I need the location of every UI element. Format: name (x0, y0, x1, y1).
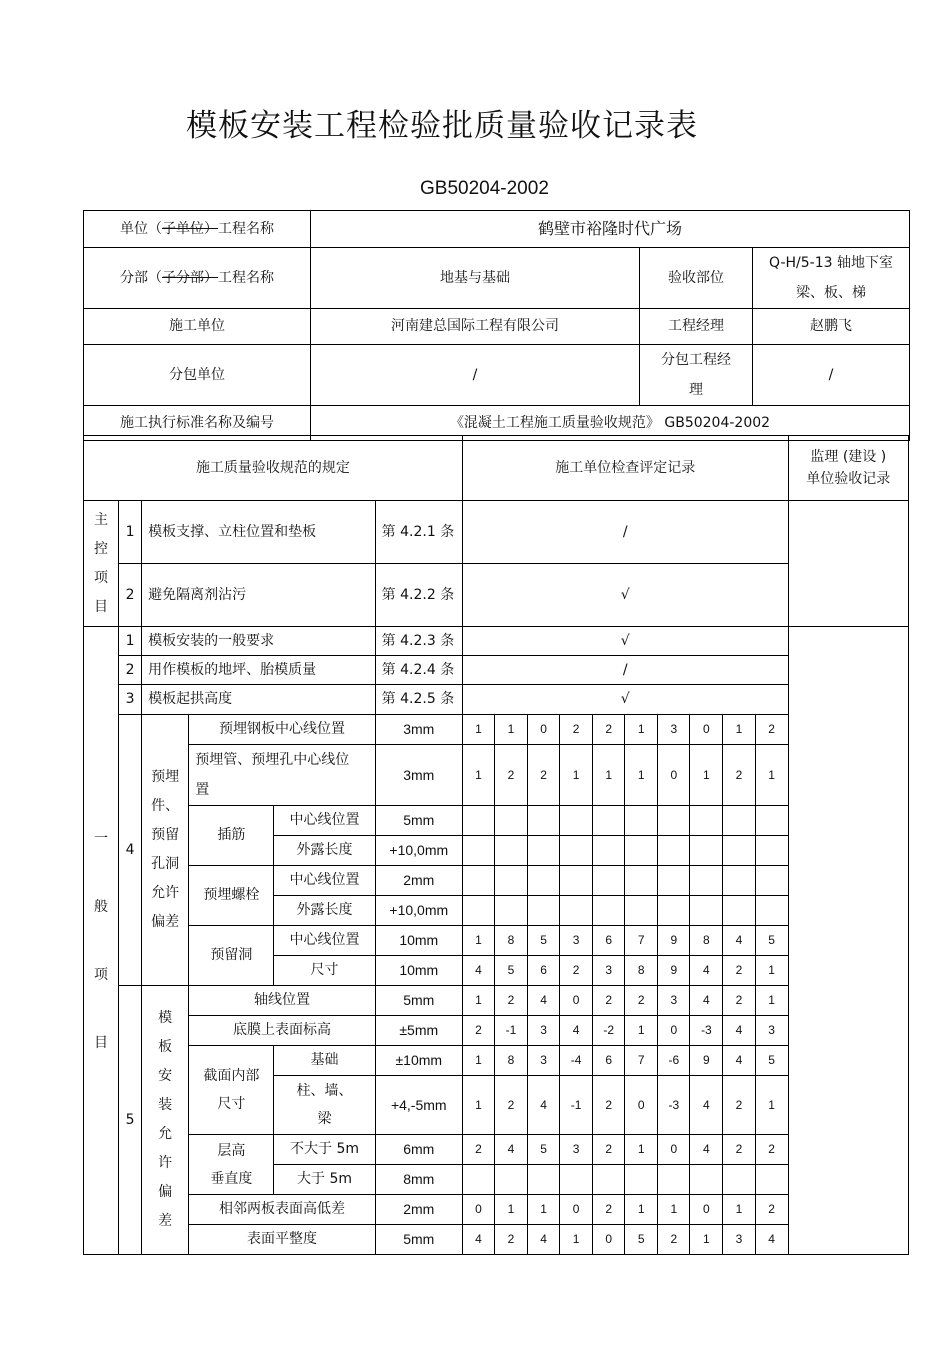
general-item-no: 1 (119, 627, 142, 656)
measure-value: 1 (625, 715, 658, 745)
main-item-clause: 第 4.2.1 条 (375, 501, 462, 564)
item4-r5-name: 中心线位置 (274, 866, 375, 896)
item4-r3-tol: 5mm (375, 806, 462, 836)
general-item-no: 2 (119, 656, 142, 685)
item5-r5-group: 层高 垂直度 (189, 1135, 274, 1195)
measure-value: 8 (494, 926, 527, 956)
item5-r7-name: 相邻两板表面高低差 (189, 1195, 375, 1225)
measure-value: 2 (593, 1195, 625, 1225)
standard-code: GB50204-2002 (420, 178, 549, 199)
main-item-no: 1 (119, 501, 142, 564)
measure-value: 2 (755, 1195, 788, 1225)
main-group-label: 主 控 项 目 (84, 501, 119, 627)
measure-value: 2 (494, 986, 527, 1016)
item5-r2-tol: ±5mm (375, 1016, 462, 1046)
measure-value: 5 (755, 1046, 788, 1076)
measure-value: 1 (560, 745, 593, 806)
measure-value: 2 (593, 1076, 625, 1135)
measure-value: 0 (462, 1195, 494, 1225)
measure-value: 4 (755, 1225, 788, 1255)
unit-value: 鹤壁市裕隆时代广场 (311, 211, 910, 248)
measure-value: 1 (690, 1225, 723, 1255)
manager-label: 工程经理 (640, 309, 753, 345)
measure-value: 0 (658, 745, 690, 806)
measure-value: 3 (755, 1016, 788, 1046)
measure-value: 8 (690, 926, 723, 956)
item4-r3-group: 插筋 (189, 806, 274, 866)
measure-value: 4 (528, 986, 560, 1016)
item4-r7-name: 中心线位置 (274, 926, 375, 956)
item4-r4-tol: +10,0mm (375, 836, 462, 866)
measure-value: 2 (560, 956, 593, 986)
unit-label: 单位（子单位）工程名称 (84, 211, 311, 248)
item5-r6-tol: 8mm (375, 1165, 462, 1195)
measure-value: 5 (625, 1225, 658, 1255)
measure-value: 9 (658, 956, 690, 986)
item5-category: 模 板 安 装 允 许 偏 差 (142, 986, 189, 1255)
item4-r6-tol: +10,0mm (375, 896, 462, 926)
measure-value: 3 (528, 1046, 560, 1076)
general-item-name: 模板安装的一般要求 (142, 627, 376, 656)
measure-value: 2 (494, 745, 527, 806)
measure-value: 7 (625, 1046, 658, 1076)
measure-value: 4 (462, 1225, 494, 1255)
general-supervise-cell (788, 627, 908, 1255)
accept-part-value: Q-H/5-13 轴地下室 梁、板、梯 (753, 248, 910, 309)
main-item-name: 模板支撑、立柱位置和垫板 (142, 501, 376, 564)
sub-label: 分包单位 (84, 345, 311, 406)
item5-r3-group: 截面内部 尺寸 (189, 1046, 274, 1135)
measure-value: 2 (494, 1225, 527, 1255)
measure-value: 4 (723, 1046, 755, 1076)
measure-value: 4 (494, 1135, 527, 1165)
general-item-clause: 第 4.2.3 条 (375, 627, 462, 656)
item5-r4-tol: +4,-5mm (375, 1076, 462, 1135)
item4-r8-name: 尺寸 (274, 956, 375, 986)
header-table (83, 210, 910, 441)
item4-r5-group: 预埋螺栓 (189, 866, 274, 926)
measure-value: -3 (690, 1016, 723, 1046)
main-item-no: 2 (119, 564, 142, 627)
item5-r3-name: 基础 (274, 1046, 375, 1076)
measure-value: 5 (755, 926, 788, 956)
measure-value: 1 (494, 715, 527, 745)
measure-value: 1 (560, 1225, 593, 1255)
measure-value: 4 (690, 956, 723, 986)
page-title: 模板安装工程检验批质量验收记录表 (186, 108, 698, 144)
measure-value: 1 (593, 745, 625, 806)
measure-value: 2 (723, 986, 755, 1016)
col-supervise-header: 监理 (建设 ) 单位验收记录 (788, 436, 908, 501)
item4-r5-tol: 2mm (375, 866, 462, 896)
inspection-table (83, 435, 909, 1255)
measure-value: 1 (625, 1195, 658, 1225)
general-item-result: √ (462, 627, 788, 656)
main-item-clause: 第 4.2.2 条 (375, 564, 462, 627)
measure-value: 3 (528, 1016, 560, 1046)
measure-value: 1 (462, 1046, 494, 1076)
measure-value: 1 (462, 715, 494, 745)
item4-no: 4 (119, 715, 142, 986)
col-check-header: 施工单位检查评定记录 (462, 436, 788, 501)
measure-value: 2 (528, 745, 560, 806)
norm-label: 施工执行标准名称及编号 (84, 406, 311, 441)
measure-value: 4 (690, 986, 723, 1016)
measure-value: 8 (625, 956, 658, 986)
measure-value: 2 (462, 1016, 494, 1046)
measure-value: 2 (723, 956, 755, 986)
item5-r4-name: 柱、墙、 梁 (274, 1076, 375, 1135)
sub-manager-label: 分包工程经 理 (640, 345, 753, 406)
measure-value: -4 (560, 1046, 593, 1076)
measure-value: 0 (560, 986, 593, 1016)
measure-value: 4 (528, 1076, 560, 1135)
main-item-result: √ (462, 564, 788, 627)
measure-value: 1 (723, 715, 755, 745)
measure-value: 9 (690, 1046, 723, 1076)
measure-value: 3 (593, 956, 625, 986)
item4-r3-name: 中心线位置 (274, 806, 375, 836)
item5-r5-name: 不大于 5m (274, 1135, 375, 1165)
measure-value: 3 (723, 1225, 755, 1255)
measure-value: 1 (625, 1135, 658, 1165)
item5-r3-tol: ±10mm (375, 1046, 462, 1076)
measure-value: 3 (658, 986, 690, 1016)
measure-value: 4 (560, 1016, 593, 1046)
measure-value: -3 (658, 1076, 690, 1135)
item5-r8-tol: 5mm (375, 1225, 462, 1255)
measure-value: 5 (494, 956, 527, 986)
measure-value: -1 (560, 1076, 593, 1135)
measure-value: 6 (593, 926, 625, 956)
measure-value: 2 (560, 715, 593, 745)
measure-value: 6 (593, 1046, 625, 1076)
measure-value: 2 (723, 1076, 755, 1135)
general-item-no: 3 (119, 685, 142, 715)
item5-r7-tol: 2mm (375, 1195, 462, 1225)
measure-value: 2 (658, 1225, 690, 1255)
item5-r5-tol: 6mm (375, 1135, 462, 1165)
measure-value: 2 (723, 745, 755, 806)
accept-part-label: 验收部位 (640, 248, 753, 309)
item4-r7-group: 预留洞 (189, 926, 274, 986)
main-item-result: / (462, 501, 788, 564)
measure-value: 2 (494, 1076, 527, 1135)
measure-value: 0 (690, 1195, 723, 1225)
measure-value: 0 (658, 1135, 690, 1165)
measure-value: 4 (462, 956, 494, 986)
general-item-clause: 第 4.2.5 条 (375, 685, 462, 715)
measure-value: 1 (658, 1195, 690, 1225)
measure-value: -2 (593, 1016, 625, 1046)
measure-value: 2 (593, 986, 625, 1016)
measure-value: 2 (593, 1135, 625, 1165)
measure-value: 1 (755, 986, 788, 1016)
measure-value: 1 (690, 745, 723, 806)
measure-value: 1 (723, 1195, 755, 1225)
item4-r1-name: 预埋钢板中心线位置 (189, 715, 375, 745)
measure-value: 1 (755, 745, 788, 806)
measure-value: 1 (462, 745, 494, 806)
measure-value: 0 (593, 1225, 625, 1255)
general-item-result: / (462, 656, 788, 685)
item5-r1-tol: 5mm (375, 986, 462, 1016)
contractor-value: 河南建总国际工程有限公司 (311, 309, 640, 345)
measure-value: 4 (723, 1016, 755, 1046)
measure-value: 3 (658, 715, 690, 745)
item4-r6-name: 外露长度 (274, 896, 375, 926)
sub-value: / (311, 345, 640, 406)
part-label: 分部（子分部）工程名称 (84, 248, 311, 309)
item4-r2-name: 预埋管、预埋孔中心线位 置 (189, 745, 375, 806)
measure-value: 5 (528, 926, 560, 956)
measure-value: 0 (560, 1195, 593, 1225)
measure-value: 1 (625, 1016, 658, 1046)
main-supervise-cell (788, 501, 908, 627)
sub-manager-value: / (753, 345, 910, 406)
measure-value: 2 (593, 715, 625, 745)
measure-value: 0 (658, 1016, 690, 1046)
item4-r7-tol: 10mm (375, 926, 462, 956)
general-group-label: 一 般 项 目 (84, 627, 119, 1255)
measure-value: 0 (625, 1076, 658, 1135)
item5-r6-name: 大于 5m (274, 1165, 375, 1195)
measure-value: 4 (723, 926, 755, 956)
measure-value: 2 (462, 1135, 494, 1165)
measure-value: 3 (560, 1135, 593, 1165)
measure-value: 1 (462, 926, 494, 956)
measure-value: 1 (528, 1195, 560, 1225)
measure-value: 1 (755, 956, 788, 986)
general-item-clause: 第 4.2.4 条 (375, 656, 462, 685)
manager-value: 赵鹏飞 (753, 309, 910, 345)
measure-value: 1 (494, 1195, 527, 1225)
measure-value: 4 (528, 1225, 560, 1255)
item4-r2-tol: 3mm (375, 745, 462, 806)
measure-value: 2 (723, 1135, 755, 1165)
measure-value: 1 (755, 1076, 788, 1135)
item4-category: 预埋 件、 预留 孔洞 允许 偏差 (142, 715, 189, 986)
measure-value: 4 (690, 1135, 723, 1165)
item5-no: 5 (119, 986, 142, 1255)
general-item-name: 模板起拱高度 (142, 685, 376, 715)
item5-r8-name: 表面平整度 (189, 1225, 375, 1255)
measure-value: 8 (494, 1046, 527, 1076)
measure-value: 0 (528, 715, 560, 745)
measure-value: -1 (494, 1016, 527, 1046)
general-item-name: 用作模板的地坪、胎模质量 (142, 656, 376, 685)
item5-r2-name: 底膜上表面标高 (189, 1016, 375, 1046)
measure-value: 6 (528, 956, 560, 986)
measure-value: 3 (560, 926, 593, 956)
measure-value: 5 (528, 1135, 560, 1165)
main-item-name: 避免隔离剂沾污 (142, 564, 376, 627)
norm-value: 《混凝土工程施工质量验收规范》 GB50204-2002 (311, 406, 910, 441)
item4-r1-tol: 3mm (375, 715, 462, 745)
item5-r1-name: 轴线位置 (189, 986, 375, 1016)
measure-value: 2 (755, 715, 788, 745)
measure-value: 9 (658, 926, 690, 956)
measure-value: 0 (690, 715, 723, 745)
part-value: 地基与基础 (311, 248, 640, 309)
measure-value: 1 (462, 986, 494, 1016)
measure-value: 2 (755, 1135, 788, 1165)
item4-r8-tol: 10mm (375, 956, 462, 986)
measure-value: -6 (658, 1046, 690, 1076)
measure-value: 2 (625, 986, 658, 1016)
measure-value: 7 (625, 926, 658, 956)
col-spec-header: 施工质量验收规范的规定 (84, 436, 463, 501)
measure-value: 1 (625, 745, 658, 806)
contractor-label: 施工单位 (84, 309, 311, 345)
item4-r4-name: 外露长度 (274, 836, 375, 866)
measure-value: 4 (690, 1076, 723, 1135)
general-item-result: √ (462, 685, 788, 715)
measure-value: 1 (462, 1076, 494, 1135)
